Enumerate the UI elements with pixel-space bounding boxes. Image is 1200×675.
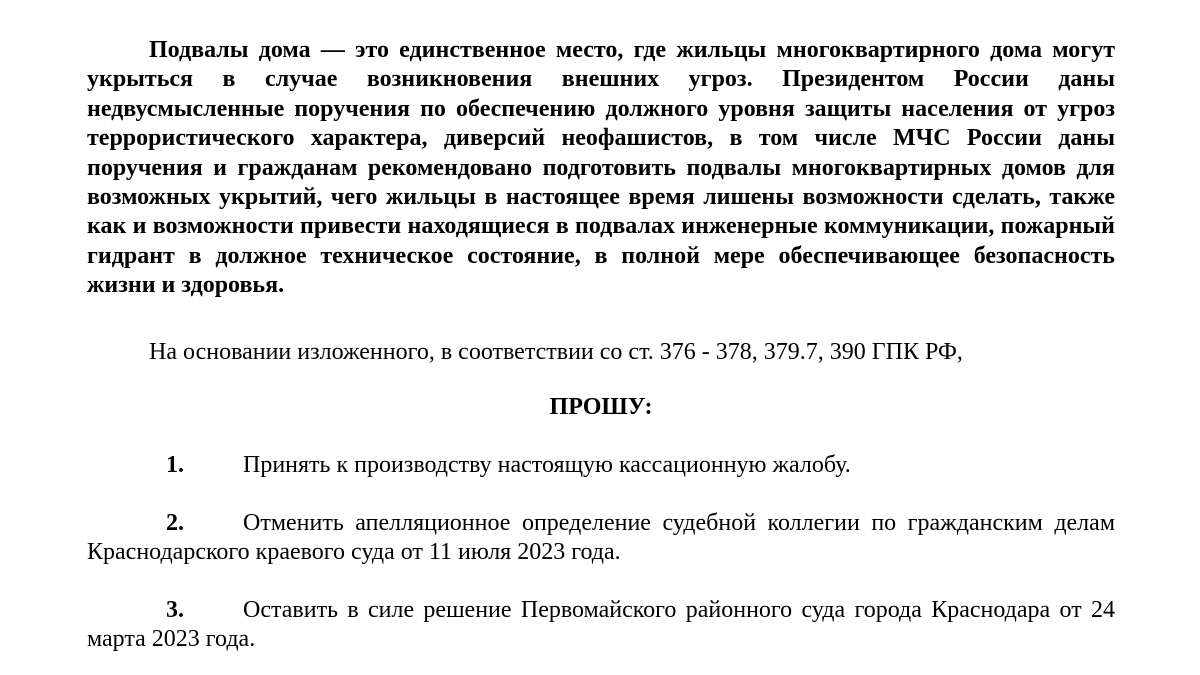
request-item-1: [87, 451, 1115, 480]
request-number-1: 1.: [166, 452, 184, 478]
shelter-paragraph: Подвалы дома — это единственное место, где жильцы многоквартирного дома могут укрыться в случае возникновения внешних угроз. Президентом России даны недвусмысленные поручения по обеспечению должного уровня защиты населения от угроз террористического характера, диверсий неофашистов, в том числе МЧС России даны поручения и гражданам рекомендовано подготовить подвалы многоквартирных домов для возможных укрытий, чего жильцы в настоящее время лишены возможности сделать, также как и возможности привести находящиеся в подвалах инженерные коммуникации, пожарный гидрант в должное техническое состояние, в полной мере обеспечивающее безопасность жизни и здоровья.: [87, 37, 1115, 299]
request-item-3: [87, 596, 1115, 654]
request-item-2: [87, 509, 1115, 567]
request-heading: ПРОШУ:: [549, 394, 653, 420]
request-number-2: 2.: [166, 510, 184, 536]
request-text-2: Отменить апелляционное определение судебной коллегии по гражданским делам Краснодарского краевого суда от 11 июля 2023 года.: [87, 510, 1115, 565]
request-text-1: Принять к производству настоящую кассационную жалобу.: [243, 452, 851, 478]
request-text-3: Оставить в силе решение Первомайского районного суда города Краснодара от 24 марта 2023 года.: [87, 597, 1115, 652]
legal-basis-line: На основании изложенного, в соответствии со ст. 376 - 378, 379.7, 390 ГПК РФ,: [149, 339, 963, 365]
request-number-3: 3.: [166, 597, 184, 623]
